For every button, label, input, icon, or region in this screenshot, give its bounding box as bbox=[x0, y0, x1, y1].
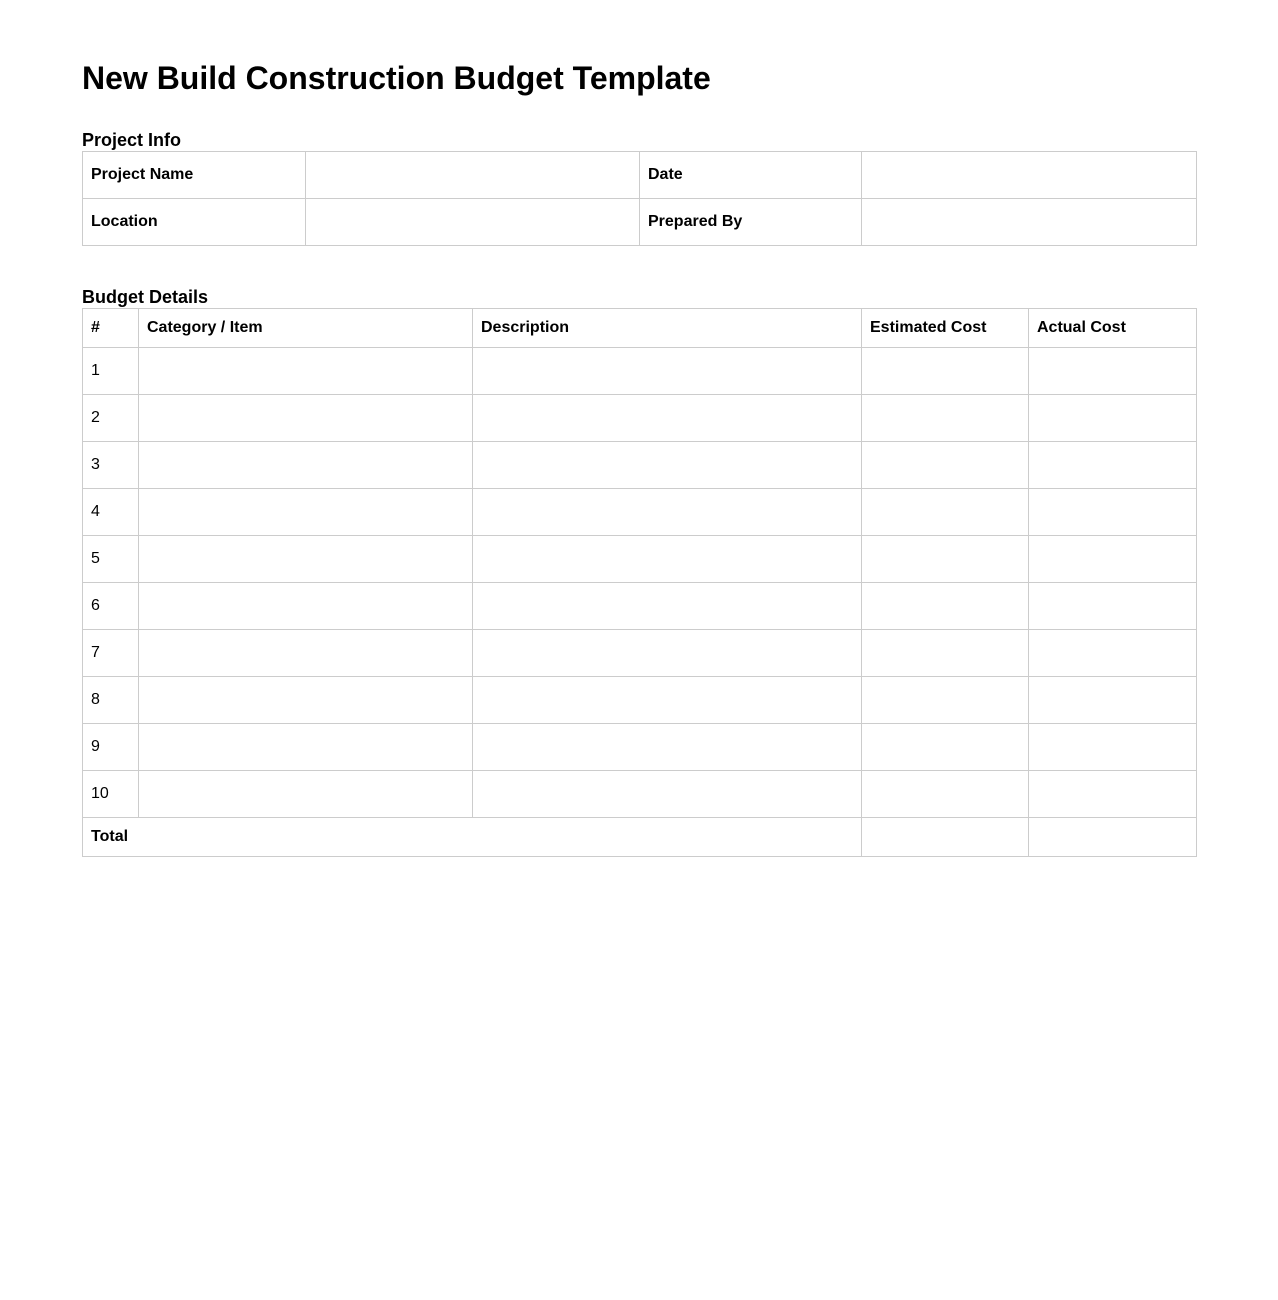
estimated-cost-cell[interactable] bbox=[862, 442, 1029, 489]
column-header-actual-cost: Actual Cost bbox=[1029, 309, 1197, 348]
estimated-cost-cell[interactable] bbox=[862, 677, 1029, 724]
table-row bbox=[83, 442, 1197, 489]
actual-cost-cell[interactable] bbox=[1029, 442, 1197, 489]
category-cell[interactable] bbox=[139, 536, 473, 583]
table-row bbox=[83, 677, 1197, 724]
description-cell[interactable] bbox=[473, 442, 862, 489]
actual-cost-cell[interactable] bbox=[1029, 630, 1197, 677]
project-info-table bbox=[82, 151, 1197, 246]
total-row bbox=[83, 818, 1197, 857]
description-cell[interactable] bbox=[473, 348, 862, 395]
description-cell[interactable] bbox=[473, 630, 862, 677]
actual-cost-cell[interactable] bbox=[1029, 724, 1197, 771]
estimated-cost-cell[interactable] bbox=[862, 771, 1029, 818]
row-number: 9 bbox=[83, 724, 139, 771]
category-cell[interactable] bbox=[139, 771, 473, 818]
row-number: 8 bbox=[83, 677, 139, 724]
category-cell[interactable] bbox=[139, 724, 473, 771]
row-number: 3 bbox=[83, 442, 139, 489]
row-number: 6 bbox=[83, 583, 139, 630]
column-header-category: Category / Item bbox=[139, 309, 473, 348]
total-label: Total bbox=[83, 818, 862, 857]
row-number: 1 bbox=[83, 348, 139, 395]
total-estimated-cost-cell[interactable] bbox=[862, 818, 1029, 857]
actual-cost-cell[interactable] bbox=[1029, 536, 1197, 583]
category-cell[interactable] bbox=[139, 489, 473, 536]
location-field[interactable] bbox=[306, 199, 640, 246]
table-row bbox=[83, 724, 1197, 771]
actual-cost-cell[interactable] bbox=[1029, 489, 1197, 536]
prepared-by-label: Prepared By bbox=[640, 199, 862, 246]
description-cell[interactable] bbox=[473, 771, 862, 818]
category-cell[interactable] bbox=[139, 348, 473, 395]
actual-cost-cell[interactable] bbox=[1029, 395, 1197, 442]
budget-details-heading: Budget Details bbox=[82, 287, 209, 307]
table-row bbox=[83, 771, 1197, 818]
row-number: 4 bbox=[83, 489, 139, 536]
budget-header-row bbox=[83, 309, 1197, 348]
row-number: 5 bbox=[83, 536, 139, 583]
estimated-cost-cell[interactable] bbox=[862, 583, 1029, 630]
category-cell[interactable] bbox=[139, 677, 473, 724]
table-row bbox=[83, 630, 1197, 677]
description-cell[interactable] bbox=[473, 677, 862, 724]
estimated-cost-cell[interactable] bbox=[862, 724, 1029, 771]
estimated-cost-cell[interactable] bbox=[862, 536, 1029, 583]
estimated-cost-cell[interactable] bbox=[862, 348, 1029, 395]
estimated-cost-cell[interactable] bbox=[862, 395, 1029, 442]
actual-cost-cell[interactable] bbox=[1029, 771, 1197, 818]
page-title: New Build Construction Budget Template bbox=[82, 60, 711, 96]
category-cell[interactable] bbox=[139, 583, 473, 630]
description-cell[interactable] bbox=[473, 489, 862, 536]
row-number: 7 bbox=[83, 630, 139, 677]
estimated-cost-cell[interactable] bbox=[862, 489, 1029, 536]
total-actual-cost-cell[interactable] bbox=[1029, 818, 1197, 857]
row-number: 2 bbox=[83, 395, 139, 442]
budget-table bbox=[82, 308, 1197, 857]
date-field[interactable] bbox=[862, 152, 1197, 199]
project-info-row bbox=[83, 152, 1197, 199]
actual-cost-cell[interactable] bbox=[1029, 583, 1197, 630]
column-header-description: Description bbox=[473, 309, 862, 348]
project-name-label: Project Name bbox=[83, 152, 306, 199]
description-cell[interactable] bbox=[473, 395, 862, 442]
actual-cost-cell[interactable] bbox=[1029, 677, 1197, 724]
description-cell[interactable] bbox=[473, 536, 862, 583]
table-row bbox=[83, 536, 1197, 583]
category-cell[interactable] bbox=[139, 442, 473, 489]
description-cell[interactable] bbox=[473, 724, 862, 771]
row-number: 10 bbox=[83, 771, 139, 818]
table-row bbox=[83, 583, 1197, 630]
date-label: Date bbox=[640, 152, 862, 199]
location-label: Location bbox=[83, 199, 306, 246]
table-row bbox=[83, 348, 1197, 395]
column-header-estimated-cost: Estimated Cost bbox=[862, 309, 1029, 348]
description-cell[interactable] bbox=[473, 583, 862, 630]
column-header-number: # bbox=[83, 309, 139, 348]
category-cell[interactable] bbox=[139, 395, 473, 442]
table-row bbox=[83, 489, 1197, 536]
prepared-by-field[interactable] bbox=[862, 199, 1197, 246]
actual-cost-cell[interactable] bbox=[1029, 348, 1197, 395]
estimated-cost-cell[interactable] bbox=[862, 630, 1029, 677]
project-info-heading: Project Info bbox=[82, 130, 182, 150]
project-name-field[interactable] bbox=[306, 152, 640, 199]
category-cell[interactable] bbox=[139, 630, 473, 677]
table-row bbox=[83, 395, 1197, 442]
project-info-row bbox=[83, 199, 1197, 246]
